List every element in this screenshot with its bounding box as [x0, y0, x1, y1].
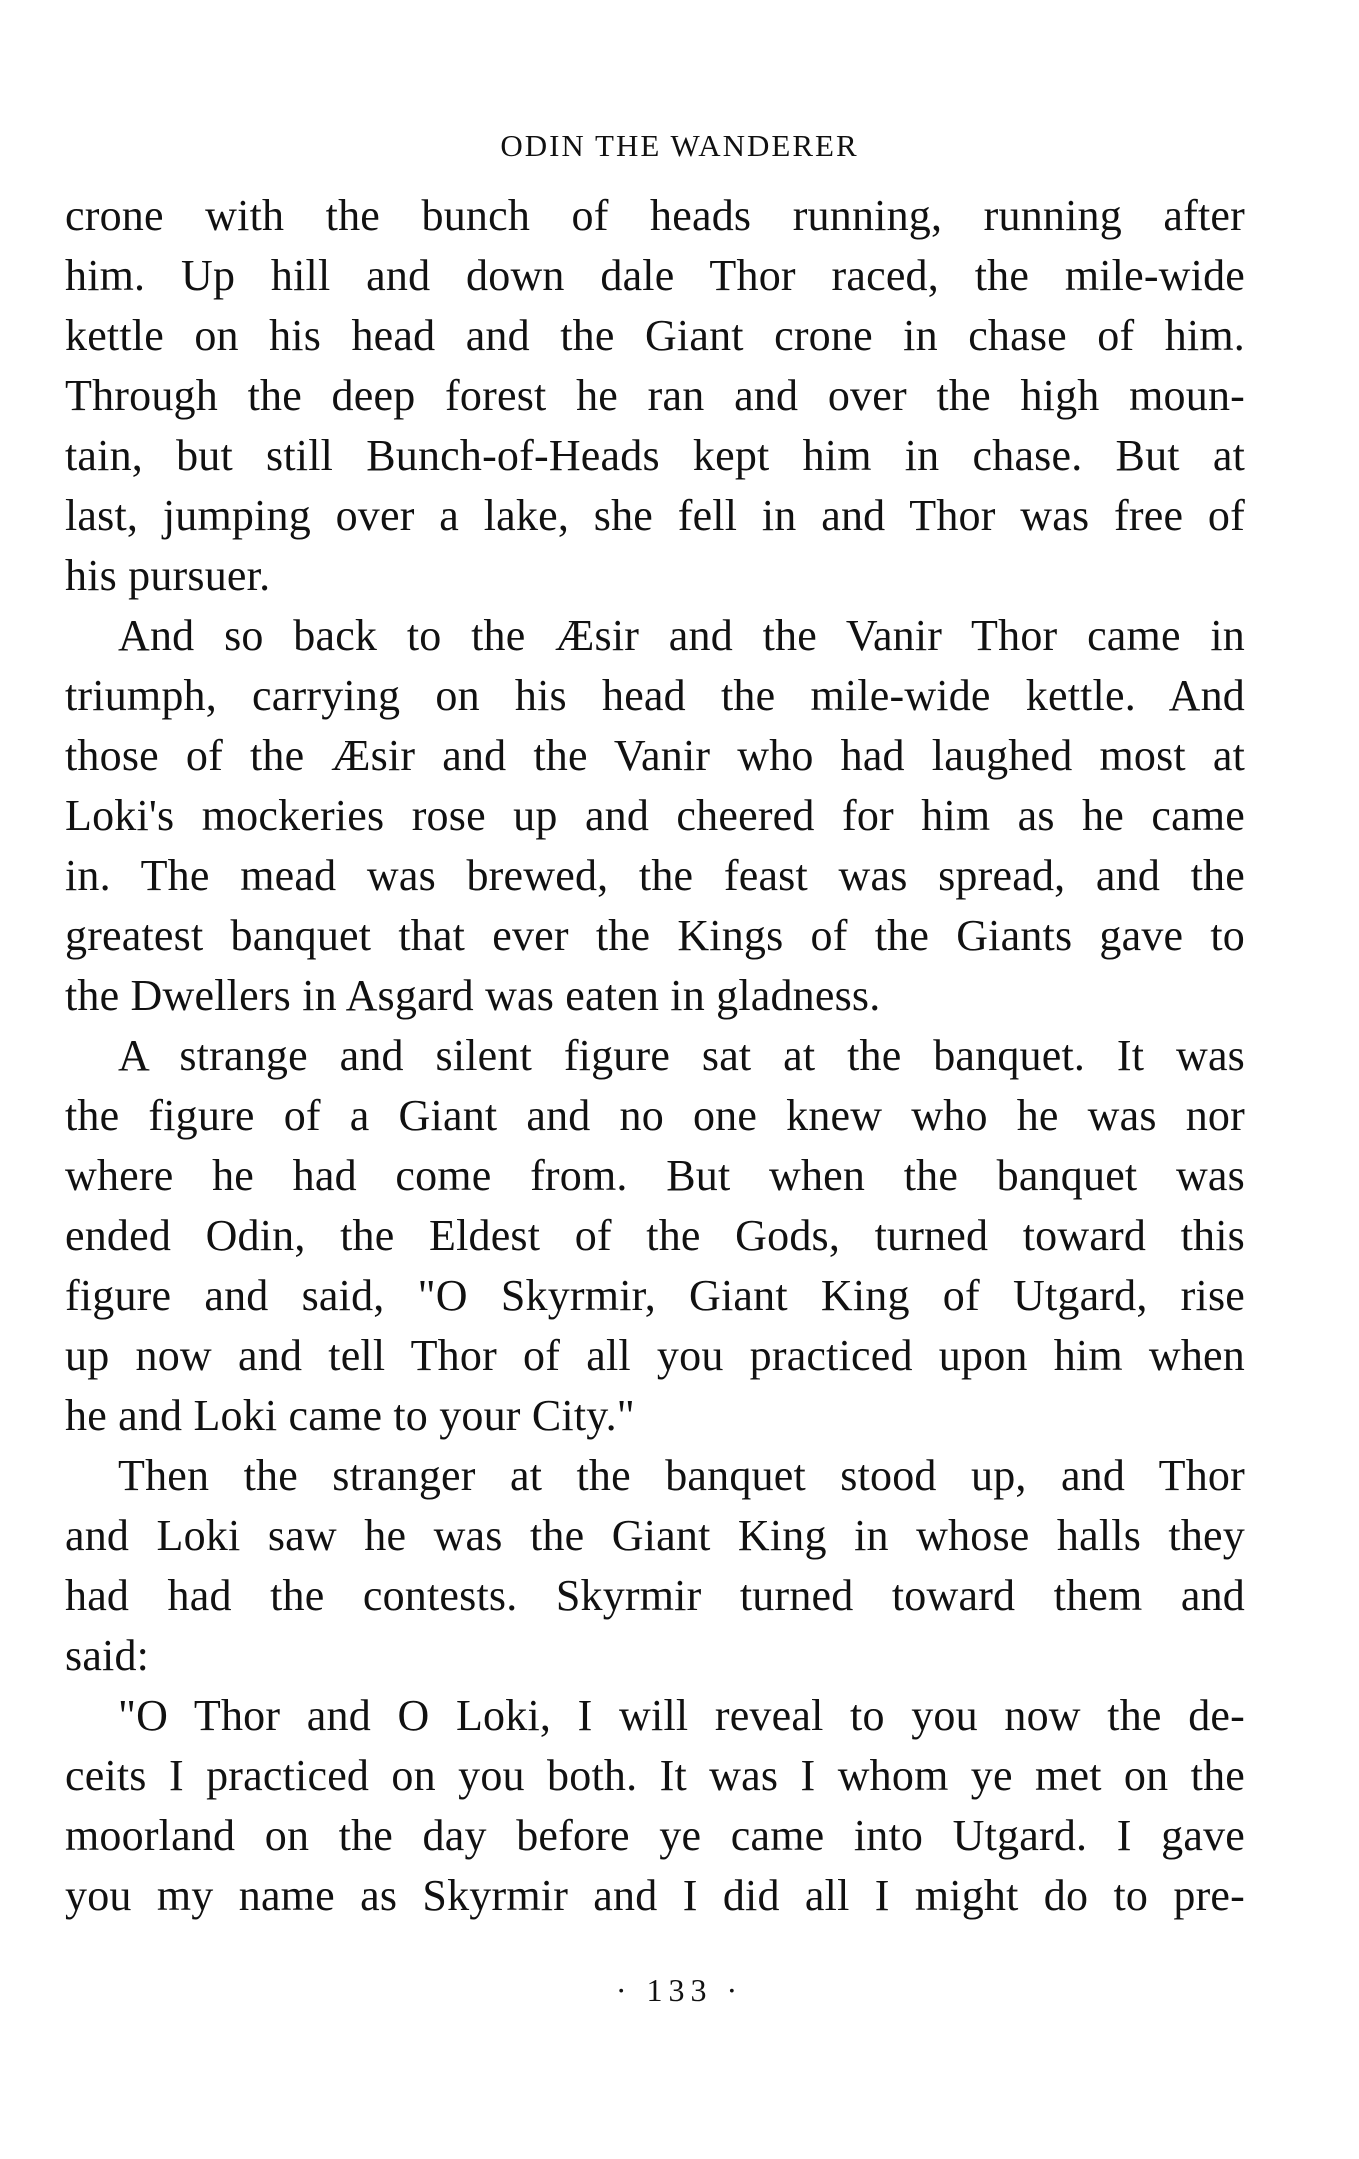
text-line: the figure of a Giant and no one knew who he was nor	[65, 1091, 1245, 1140]
text-line: you my name as Skyrmir and I did all I might do to pre-	[65, 1871, 1245, 1920]
text-line: last, jumping over a lake, she fell in and Thor was free of	[65, 491, 1245, 540]
text-line: triumph, carrying on his head the mile-wide kettle. And	[65, 671, 1245, 720]
text-line: "O Thor and O Loki, I will reveal to you now the de-	[118, 1691, 1245, 1740]
text-line: those of the Æsir and the Vanir who had laughed most at	[65, 731, 1245, 780]
text-line: tain, but still Bunch-of-Heads kept him in chase. But at	[65, 431, 1245, 480]
text-line: greatest banquet that ever the Kings of the Giants gave to	[65, 911, 1245, 960]
text-line: A strange and silent figure sat at the banquet. It was	[118, 1031, 1245, 1080]
text-line: ended Odin, the Eldest of the Gods, turned toward this	[65, 1211, 1245, 1260]
text-line: ceits I practiced on you both. It was I whom ye met on the	[65, 1751, 1245, 1800]
text-line: had had the contests. Skyrmir turned toward them and	[65, 1571, 1245, 1620]
text-line: kettle on his head and the Giant crone in chase of him.	[65, 311, 1245, 360]
text-line: up now and tell Thor of all you practiced upon him when	[65, 1331, 1245, 1380]
page-number: · 133 ·	[615, 1972, 744, 2008]
text-line: crone with the bunch of heads running, running after	[65, 191, 1245, 240]
text-line: And so back to the Æsir and the Vanir Thor came in	[118, 611, 1245, 660]
text-line: in. The mead was brewed, the feast was spread, and the	[65, 851, 1245, 900]
text-line: he and Loki came to your City."	[65, 1391, 635, 1440]
text-line: Loki's mockeries rose up and cheered for him as he came	[65, 791, 1245, 840]
text-line: where he had come from. But when the banquet was	[65, 1151, 1245, 1200]
text-line: the Dwellers in Asgard was eaten in gladness.	[65, 971, 881, 1020]
text-line: moorland on the day before ye came into Utgard. I gave	[65, 1811, 1245, 1860]
text-line: and Loki saw he was the Giant King in whose halls they	[65, 1511, 1245, 1560]
text-line: figure and said, "O Skyrmir, Giant King of Utgard, rise	[65, 1271, 1245, 1320]
text-line: Then the stranger at the banquet stood up, and Thor	[118, 1451, 1245, 1500]
text-line: Through the deep forest he ran and over the high moun-	[65, 371, 1245, 420]
text-line: said:	[65, 1631, 150, 1680]
running-head: ODIN THE WANDERER	[500, 128, 859, 163]
text-line: him. Up hill and down dale Thor raced, the mile-wide	[65, 251, 1245, 300]
text-line: his pursuer.	[65, 551, 271, 600]
